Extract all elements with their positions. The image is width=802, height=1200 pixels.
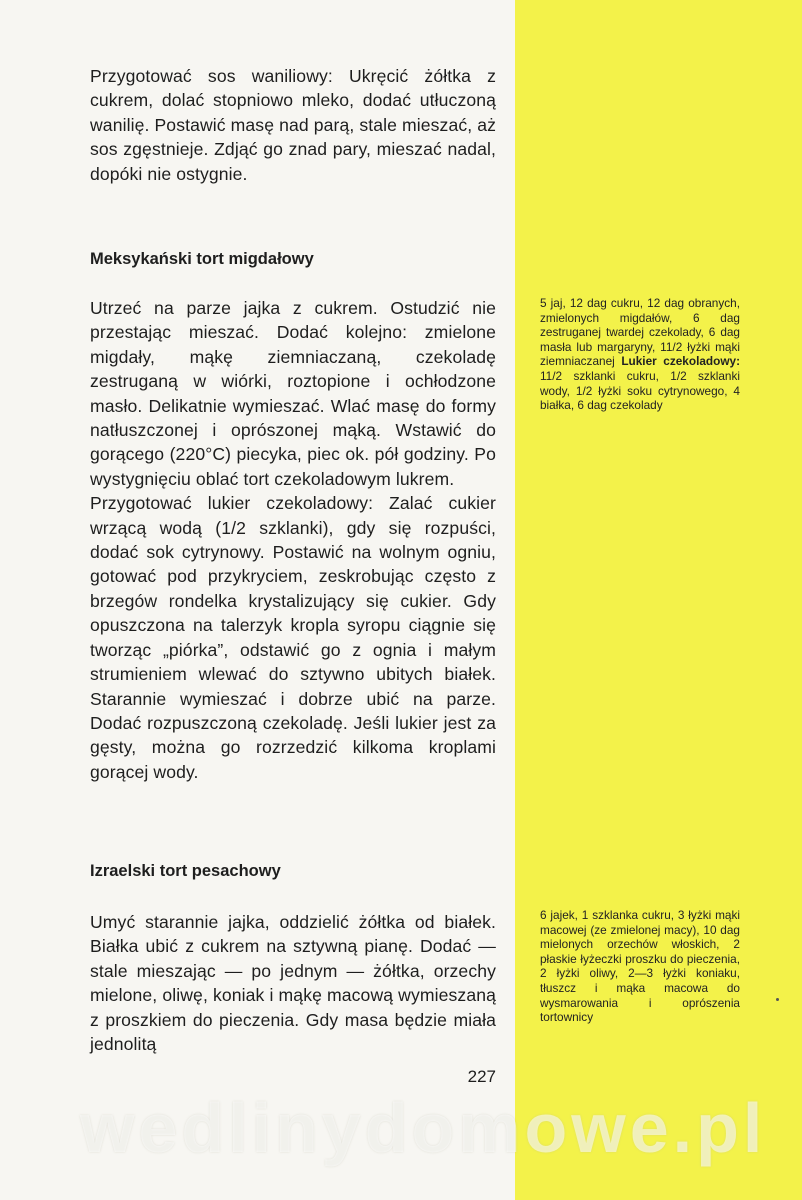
recipe1-body xyxy=(90,296,496,784)
icing-label: Lukier czekoladowy: xyxy=(621,354,740,369)
recipe1-ingredients-text: 5 jaj, 12 dag cukru, 12 dag obranych, zmielonych migdałów, 6 dag zestruganej twardej czekolady, 6 dag masła lub margaryny, 11/2 łyżki mąki ziemniaczanej xyxy=(540,296,740,369)
recipe2-body xyxy=(90,910,496,1056)
intro-paragraph: Przygotować sos waniliowy: Ukręcić żółtka z cukrem, dolać stopniowo mleko, dodać utłuczoną wanilię. Postawić masę nad parą, stale mieszać, aż sos zgęstnieje. Zdjąć go znad pary, mieszać nadal, dopóki nie ostygnie. xyxy=(90,66,496,184)
intro-section xyxy=(90,64,496,186)
icing-ingredients-text: 11/2 szklanki cukru, 1/2 szklanki wody, 1/2 łyżki soku cytrynowego, 4 białka, 6 dag czekolady xyxy=(540,368,740,413)
recipe2-ingredients xyxy=(540,908,740,1025)
recipe2-paragraph-1: Umyć starannie jajka, oddzielić żółtka od białek. Białka ubić z cukrem na sztywną pianę. Dodać — stale mieszając — po jednym — żółtka, orzechy mielone, oliwę, koniak i mąkę macową wymieszaną z proszkiem do pieczenia. Gdy masa będzie miała jednolitą xyxy=(90,912,496,1055)
recipe1-title: Meksykański tort migdałowy xyxy=(90,250,314,268)
recipe1-paragraph-1: Utrzeć na parze jajka z cukrem. Ostudzić nie przestając mieszać. Dodać kolejno: zmielone migdały, mąkę ziemniaczaną, czekoladę zestruganą w wiórki, roztopione i ochłodzone masło. Delikatnie wymieszać. Wlać masę do formy natłuszczonej i oprószonej mąką. Wstawić do gorącego (220°C) piecyka, piec ok. pół godziny. Po wystygnięciu oblać tort czekoladowym lukrem. xyxy=(90,298,496,489)
recipe1-ingredients xyxy=(540,296,740,413)
speck-dot xyxy=(776,998,779,1001)
watermark: wedlinydomowe.pl xyxy=(80,1089,767,1167)
recipe1-paragraph-2: Przygotować lukier czekoladowy: Zalać cukier wrzącą wodą (1/2 szklanki), gdy się rozpuści, dodać sok cytrynowy. Postawić na wolnym ogniu, gotować pod przykryciem, zeskrobując często z brzegów rondelka krystalizujący się cukier. Gdy opuszczona na talerzyk kropla syropu ciągnie się tworząc „piórka”, odstawić go z ognia i małym strumieniem wlewać do sztywno ubitych białek. Starannie wymieszać i dobrze ubić na parze. Dodać rozpuszczoną czekoladę. Jeśli lukier jest za gęsty, można go rozrzedzić kilkoma kroplami gorącej wody. xyxy=(90,493,496,782)
page-number: 227 xyxy=(467,1067,496,1086)
recipe2-ingredients-text: 6 jajek, 1 szklanka cukru, 3 łyżki mąki macowej (ze zmielonej macy), 10 dag mielonych orzechów włoskich, 2 płaskie łyżeczki proszku do pieczenia, 2 łyżki oliwy, 2—3 łyżki koniaku, tłuszcz i mąka macowa do wysmarowania i oprószenia tortownicy xyxy=(540,908,740,1025)
recipe2-title: Izraelski tort pesachowy xyxy=(90,862,281,880)
